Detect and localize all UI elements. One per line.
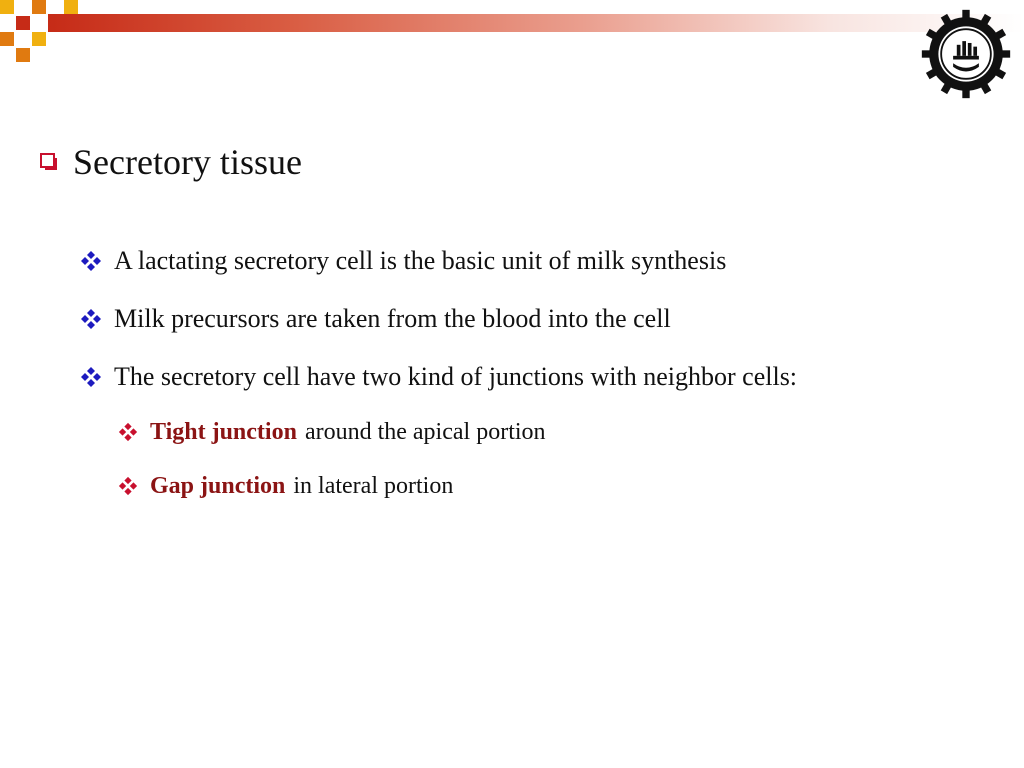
- diamond-bullet-icon: [80, 366, 102, 388]
- slide-title-row: [40, 140, 302, 184]
- bullet-text: A lactating secretory cell is the basic unit of milk synthesis: [114, 246, 727, 275]
- deco-square: [0, 32, 14, 46]
- square-bullet-icon: [40, 153, 58, 171]
- slide-title: Secretory tissue: [73, 142, 302, 182]
- list-item: [118, 470, 998, 502]
- header-gradient-bar: [48, 14, 1024, 32]
- bullet-text: The secretory cell have two kind of junctions with neighbor cells:: [114, 362, 798, 391]
- diamond-bullet-icon: [80, 250, 102, 272]
- university-gear-seal-icon: [920, 8, 1012, 100]
- term-gap-junction: Gap junction: [150, 473, 286, 499]
- term-tight-junction: Tight junction: [150, 419, 297, 445]
- deco-square: [32, 32, 46, 46]
- list-item: [80, 360, 1000, 394]
- diamond-bullet-icon: [80, 308, 102, 330]
- deco-square: [32, 0, 46, 14]
- list-item: [80, 302, 1000, 336]
- bullet-text: Milk precursors are taken from the blood into the cell: [114, 304, 671, 333]
- corner-decoration: [0, 0, 80, 64]
- bullet-list: [80, 244, 1000, 418]
- sub-bullet-text: around the apical portion: [304, 419, 546, 445]
- list-item: [80, 244, 1000, 278]
- list-item: [118, 416, 998, 448]
- sub-bullet-text: in lateral portion: [293, 473, 454, 499]
- diamond-bullet-icon: [118, 476, 138, 496]
- diamond-bullet-icon: [118, 422, 138, 442]
- deco-square: [16, 48, 30, 62]
- deco-square: [64, 0, 78, 14]
- deco-square: [16, 16, 30, 30]
- sub-bullet-list: [118, 416, 998, 524]
- deco-square: [0, 0, 14, 14]
